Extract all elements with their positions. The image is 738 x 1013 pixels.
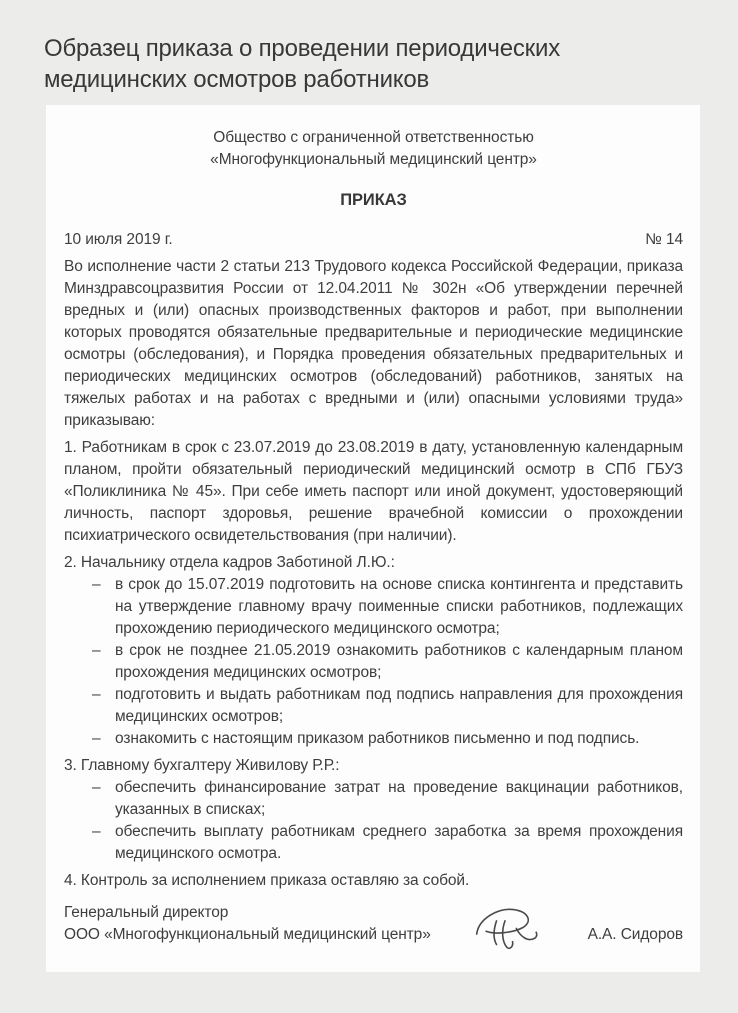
order-item-3-sublist: [64, 777, 683, 865]
order-meta-row: [64, 229, 683, 251]
company-name-line1: Общество с ограниченной ответственностью: [213, 129, 534, 146]
signature-icon: [471, 900, 539, 955]
list-item-text: в срок до 15.07.2019 подготовить на основе списка контингента и представить на утверждение главному врачу поименные списки работников, подлежащих прохождению периодического медицинского осмотра;: [115, 576, 683, 637]
order-item-4: 4. Контроль за исполнением приказа оставляю за собой.: [64, 872, 470, 889]
company-name: [64, 127, 683, 171]
list-item-text: в срок не позднее 21.05.2019 ознакомить работников с календарным планом прохождения медицинских осмотров;: [115, 642, 683, 681]
dash-marker: –: [92, 823, 101, 840]
list-item: [64, 684, 683, 728]
order-heading: ПРИКАЗ: [340, 191, 407, 209]
order-document: [46, 105, 700, 972]
dash-marker: –: [92, 576, 101, 593]
signatory-name: А.А. Сидоров: [587, 926, 683, 943]
order-item-2: 2. Начальнику отдела кадров Заботиной Л.Ю.:: [64, 554, 395, 571]
signature-block: [64, 900, 683, 946]
signatory-position-line1: Генеральный директор: [64, 904, 229, 921]
page: [0, 33, 738, 1013]
dash-marker: –: [92, 686, 101, 703]
page-title: Образец приказа о проведении периодических медицинских осмотров работников: [44, 35, 560, 93]
list-item: [64, 728, 683, 750]
list-item: [64, 821, 683, 865]
list-item-text: обеспечить выплату работникам среднего заработка за время прохождения медицинского осмотра.: [115, 823, 683, 862]
list-item-text: ознакомить с настоящим приказом работников письменно и под подпись.: [115, 730, 640, 747]
list-item-text: обеспечить финансирование затрат на проведение вакцинации работников, указанных в списках;: [115, 779, 683, 818]
signatory-position-line2: ООО «Многофункциональный медицинский центр»: [64, 926, 431, 943]
order-item-2-sublist: [64, 574, 683, 750]
list-item: [64, 640, 683, 684]
order-date: 10 июля 2019 г.: [64, 231, 173, 248]
signatory-position: [64, 902, 471, 946]
order-item-3: 3. Главному бухгалтеру Живилову Р.Р.:: [64, 757, 340, 774]
dash-marker: –: [92, 779, 101, 796]
order-item-1: 1. Работникам в срок с 23.07.2019 до 23.08.2019 в дату, установленную календарным планом, пройти обязательный периодический медицинский осмотр в СПб ГБУЗ «Поликлиника № 45». При себе иметь паспорт или иной документ, удостоверяющий личность, паспорт здоровья, решение врачебной комиссии о прохождении психиатрического освидетельствования (при наличии).: [64, 439, 683, 544]
company-name-line2: «Многофункциональный медицинский центр»: [210, 151, 537, 168]
list-item-text: подготовить и выдать работникам под подпись направления для прохождения медицинских осмотров;: [115, 686, 683, 725]
dash-marker: –: [92, 730, 101, 747]
order-preamble: Во исполнение части 2 статьи 213 Трудового кодекса Российской Федерации, приказа Минздравсоцразвития России от 12.04.2011 № 302н «Об утверждении перечней вредных и (или) опасных производственных факторов и работ, при выполнении которых проводятся обязательные предварительные и периодические медицинские осмотры (обследования), и Порядка проведения обязательных предварительных и периодических медицинских осмотров (обследований) работников, занятых на тяжелых работах и на работах с вредными и (или) опасными условиями труда» приказываю:: [64, 258, 683, 429]
list-item: [64, 574, 683, 640]
order-number: № 14: [645, 231, 683, 248]
dash-marker: –: [92, 642, 101, 659]
list-item: [64, 777, 683, 821]
